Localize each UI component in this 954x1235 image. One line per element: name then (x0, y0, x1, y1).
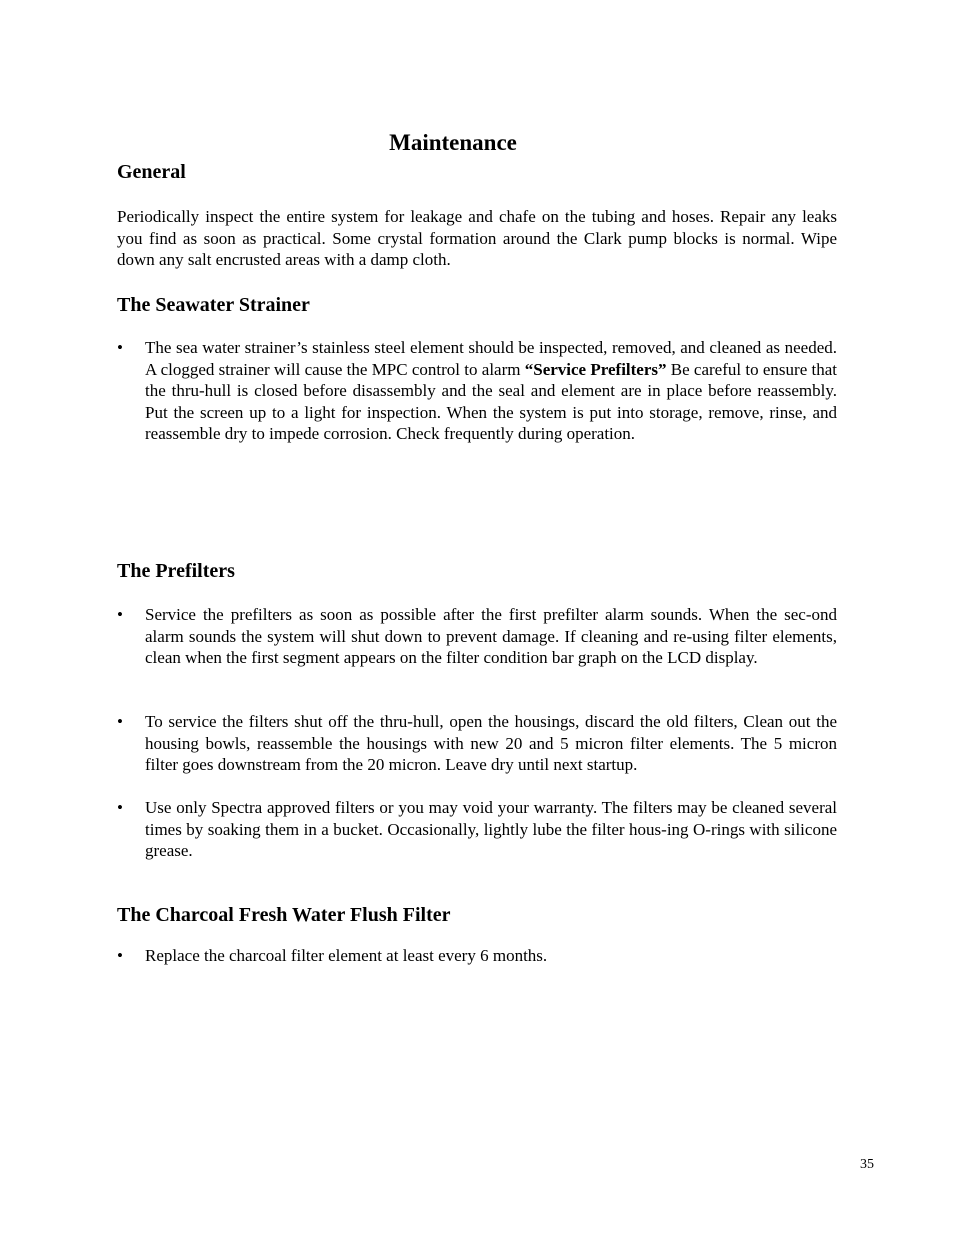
list-item-prefilters-2 (117, 711, 837, 776)
list-item-prefilters-1 (117, 604, 837, 669)
section-heading-charcoal-filter: The Charcoal Fresh Water Flush Filter (117, 904, 451, 926)
list-item-charcoal-1 (117, 945, 837, 967)
list-item-strainer-1 (117, 337, 837, 445)
list-item-text: To service the filters shut off the thru-hull, open the housings, discard the old filters, Clean out the housing bowls, reassemble the housings with new 20 and 5 micron filter elements. The 5 micron filter goes downstream from the 20 micron. Leave dry until next startup. (145, 712, 837, 775)
list-item-text: Service the prefilters as soon as possible after the first prefilter alarm sounds. When the sec-ond alarm sounds the system will shut down to prevent damage. If cleaning and re-using filter elements, clean when the first segment appears on the filter condition bar graph on the LCD display. (145, 605, 837, 668)
list-item-prefilters-3 (117, 797, 837, 862)
bullet-icon: • (117, 338, 123, 357)
bullet-icon: • (117, 798, 123, 817)
strainer-text-end: Be careful to ensure that the thru-hull is closed before disassembly and the seal and element are in place before reassembly. Put the screen up to a light for inspection. When the system is put into storage, remove, rinse, and reassemble dry to impede corrosion. Check frequently during operation. (145, 359, 837, 444)
bullet-icon: • (117, 946, 123, 965)
section-heading-seawater-strainer: The Seawater Strainer (117, 294, 310, 316)
service-prefilters-alarm-label: “Service Prefilters” (524, 359, 667, 379)
bullet-icon: • (117, 712, 123, 731)
page-number: 35 (860, 1157, 874, 1172)
strainer-text-start: The sea water strainer’s stainless steel element should be inspected, removed, and cleaned as needed. A clogged strainer will cause the MPC control to alarm (145, 338, 837, 379)
page-title: Maintenance (389, 130, 517, 155)
section-heading-general: General (117, 161, 186, 183)
bullet-icon: • (117, 605, 123, 624)
list-item-text: Use only Spectra approved filters or you may void your warranty. The filters may be cleaned several times by soaking them in a bucket. Occasionally, lightly lube the filter hous-ing O-rings with silicone grease. (145, 798, 837, 861)
general-paragraph: Periodically inspect the entire system for leakage and chafe on the tubing and hoses. Repair any leaks you find as soon as practical. Some crystal formation around the Clark pump blocks is normal. Wipe down any salt encrusted areas with a damp cloth. (117, 207, 837, 270)
list-item-text (145, 337, 837, 445)
section-heading-prefilters: The Prefilters (117, 560, 235, 582)
list-item-text: Replace the charcoal filter element at least every 6 months. (145, 946, 548, 965)
